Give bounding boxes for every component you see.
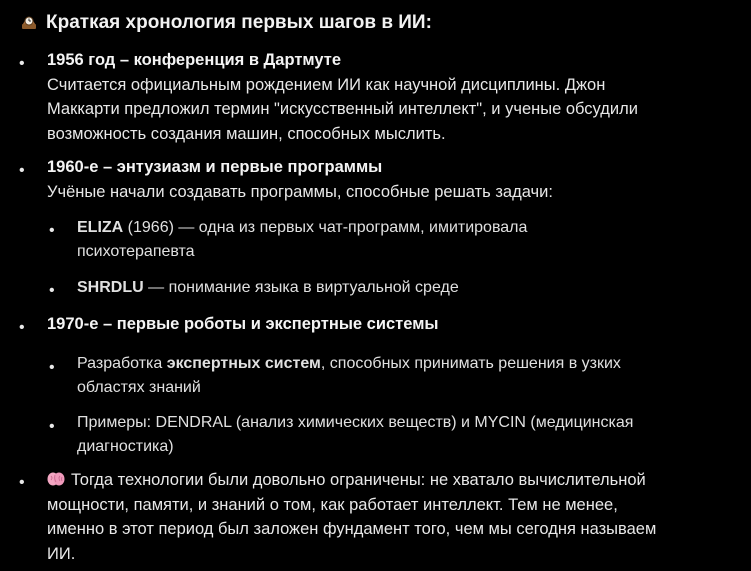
item-line: Считается официальным рождением ИИ как научной дисциплины. Джон	[47, 75, 606, 94]
item-title: 1960-е – энтузиазм и первые программы	[47, 158, 383, 176]
sub-item-text: диагностика)	[77, 438, 174, 455]
sub-list-item	[77, 352, 621, 400]
item-title: 1970-е – первые роботы и экспертные системы	[47, 315, 439, 333]
sub-item-bold: экспертных систем	[166, 355, 321, 372]
sub-item-text: , способных принимать решения в узких	[320, 355, 621, 372]
item-line: Маккарти предложил термин "искусственный интеллект", и ученые обсудили	[47, 100, 638, 118]
list-item	[47, 312, 439, 337]
sub-bullet: •	[49, 359, 55, 376]
item-line: возможность создания машин, способных мыслить.	[47, 124, 446, 143]
sub-item-bold: ELIZA	[77, 219, 124, 236]
sub-item-text: областях знаний	[77, 379, 201, 396]
sub-item-text: Разработка	[77, 355, 167, 372]
sub-item-text: (1966) — одна из первых чат-программ, имитировала	[123, 219, 528, 236]
list-item	[47, 48, 638, 146]
list-item	[47, 468, 656, 566]
list-item	[47, 155, 553, 204]
item-line: Тогда технологии были довольно ограничены: не хватало вычислительной	[71, 471, 646, 489]
sub-bullet: •	[49, 282, 55, 299]
sub-bullet: •	[49, 222, 55, 239]
bullet: •	[19, 474, 25, 491]
brain-icon	[47, 471, 65, 487]
sub-list-item	[77, 276, 459, 300]
item-line: именно в этот период был заложен фундамент того, чем мы сегодня называем	[47, 520, 657, 538]
item-line: мощности, памяти, и знаний о том, как работает интеллект. Тем не менее,	[47, 495, 618, 514]
bullet: •	[19, 55, 25, 72]
sub-list-item	[77, 411, 633, 459]
bullet: •	[19, 162, 25, 179]
sub-item-bold: SHRDLU	[77, 279, 144, 296]
heading-text: Краткая хронология первых шагов в ИИ:	[46, 12, 432, 33]
section-heading	[20, 12, 432, 34]
sub-bullet: •	[49, 418, 55, 435]
item-line: Учёные начали создавать программы, способные решать задачи:	[47, 182, 553, 201]
bullet: •	[19, 319, 25, 336]
sub-item-text: психотерапевта	[77, 243, 195, 260]
mantel-clock-icon	[20, 12, 38, 30]
item-title: 1956 год – конференция в Дартмуте	[47, 51, 342, 69]
sub-list-item	[77, 216, 527, 264]
item-line: ИИ.	[47, 544, 76, 563]
sub-item-text: Примеры: DENDRAL (анализ химических веществ) и MYCIN (медицинская	[77, 414, 634, 431]
sub-item-text: — понимание языка в виртуальной среде	[143, 279, 459, 296]
